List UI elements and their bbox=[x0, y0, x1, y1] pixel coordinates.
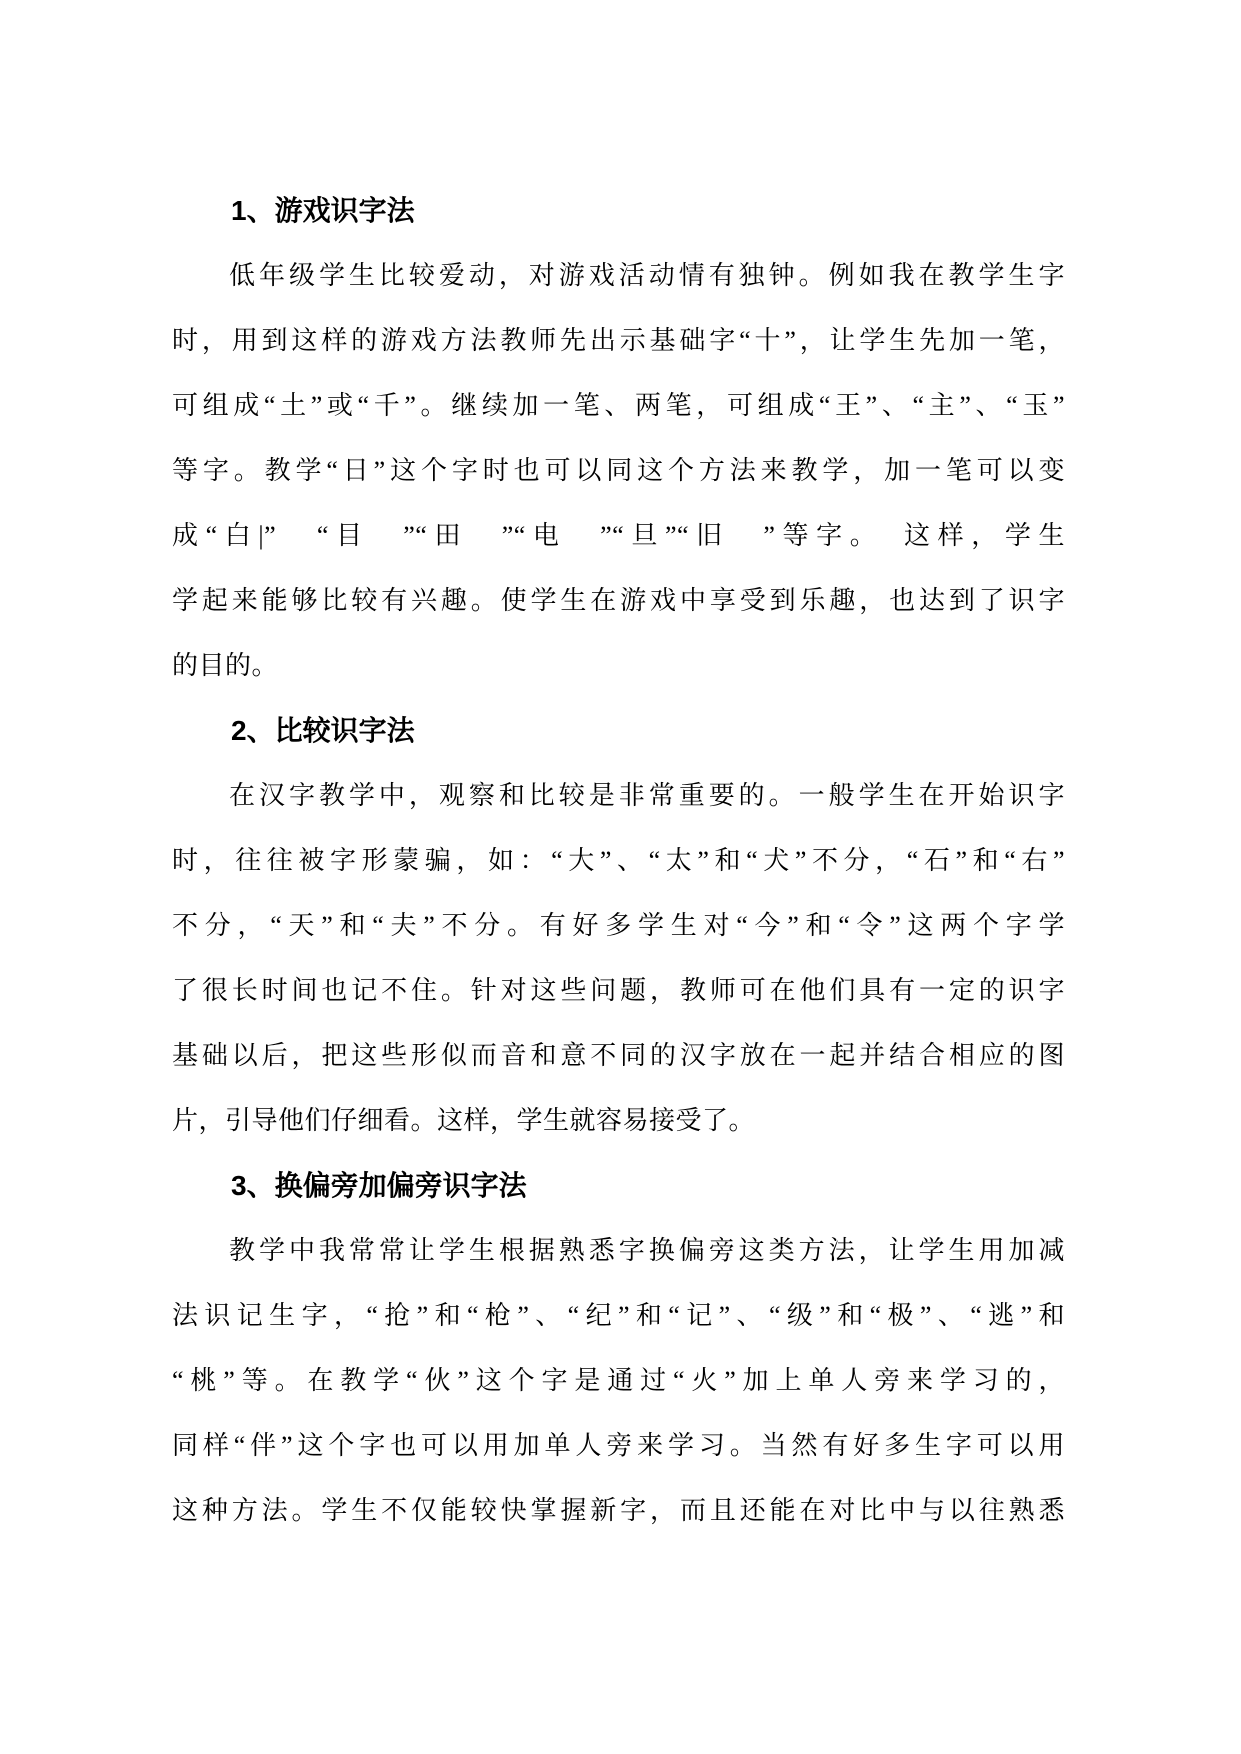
section-heading: 1、游戏识字法 bbox=[231, 195, 415, 226]
text-line: 时，用到这样的游戏方法教师先出示基础字“十”，让学生先加一笔， bbox=[172, 326, 1065, 355]
text-line: 低年级学生比较爱动，对游戏活动情有独钟。例如我在教学生字 bbox=[229, 261, 1065, 290]
text-line: 基础以后，把这些形似而音和意不同的汉字放在一起并结合相应的图 bbox=[172, 1041, 1065, 1070]
text-line: 法识记生字，“抢”和“枪”、“纪”和“记”、“级”和“极”、“逃”和 bbox=[172, 1301, 1065, 1330]
section-heading: 3、换偏旁加偏旁识字法 bbox=[231, 1170, 527, 1201]
text-line: 教学中我常常让学生根据熟悉字换偏旁这类方法，让学生用加减 bbox=[229, 1236, 1065, 1265]
text-line: 同样“伴”这个字也可以用加单人旁来学习。当然有好多生字可以用 bbox=[172, 1431, 1065, 1460]
text-line: “桃”等。在教学“伙”这个字是通过“火”加上单人旁来学习的， bbox=[172, 1366, 1065, 1395]
text-line: 了很长时间也记不住。针对这些问题，教师可在他们具有一定的识字 bbox=[172, 976, 1065, 1005]
text-line: 可组成“土”或“千”。继续加一笔、两笔，可组成“王”、“主”、“玉” bbox=[172, 391, 1065, 420]
document-content bbox=[172, 178, 1065, 1543]
text-line: 的目的。 bbox=[172, 651, 279, 680]
text-line: 在汉字教学中，观察和比较是非常重要的。一般学生在开始识字 bbox=[229, 781, 1065, 810]
text-line: 等字。教学“日”这个字时也可以同这个方法来教学，加一笔可以变 bbox=[172, 456, 1065, 485]
text-line: 这种方法。学生不仅能较快掌握新字，而且还能在对比中与以往熟悉 bbox=[172, 1496, 1065, 1525]
text-line: 片，引导他们仔细看。这样，学生就容易接受了。 bbox=[172, 1106, 756, 1135]
section-heading: 2、比较识字法 bbox=[231, 715, 415, 746]
text-line: 不分，“天”和“夫”不分。有好多学生对“今”和“令”这两个字学 bbox=[172, 911, 1065, 940]
text-line: 学起来能够比较有兴趣。使学生在游戏中享受到乐趣，也达到了识字 bbox=[172, 586, 1065, 615]
text-line: 时，往往被字形蒙骗，如：“大”、“太”和“犬”不分，“石”和“右” bbox=[172, 846, 1065, 875]
text-line: 成“白|” “目 ”“田 ”“电 ”“旦”“旧 ”等字。 这样，学生 bbox=[172, 521, 1065, 550]
